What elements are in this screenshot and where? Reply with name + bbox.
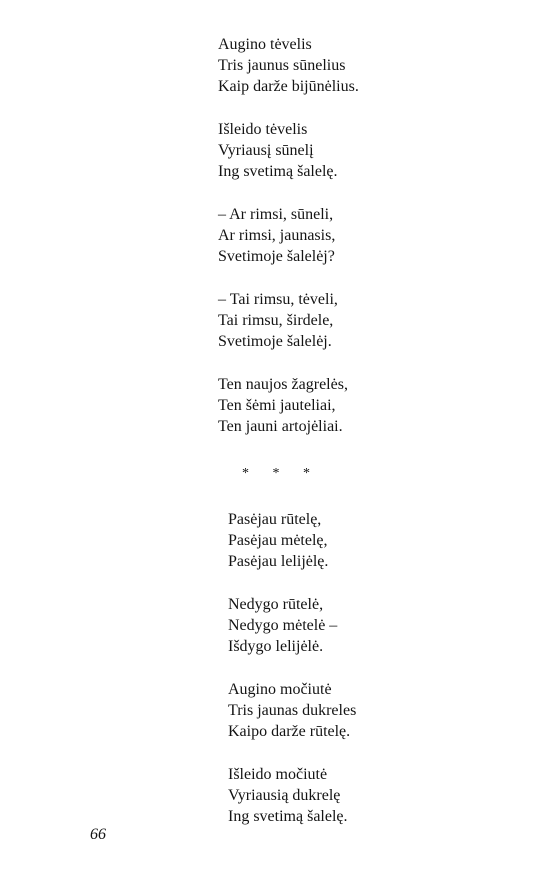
verse-line: Ten jauni artojėliai. [218, 418, 343, 435]
section-divider-asterisks: * * * [242, 466, 320, 481]
verse-line: Pasėjau rūtelę, [228, 511, 322, 528]
verse-line: Išleido močiutė [228, 766, 328, 783]
verse-line: Ten šėmi jauteliai, [218, 397, 336, 414]
poem-column [218, 34, 518, 849]
stanza [218, 764, 518, 827]
verse-line: Ing svetimą šalelę. [228, 808, 348, 825]
verse-line: – Ar rimsi, sūneli, [218, 206, 334, 223]
stanza [218, 119, 518, 182]
page-number: 66 [90, 826, 106, 843]
verse-line: Ar rimsi, jaunasis, [218, 227, 336, 244]
verse-line: Tai rimsu, širdele, [218, 312, 334, 329]
verse-line: Pasėjau lelijėlę. [228, 553, 329, 570]
stanza [218, 679, 518, 742]
verse-line: Svetimoje šalelėj. [218, 333, 332, 350]
stanza [218, 34, 518, 97]
verse-line: Kaipo darže rūtelę. [228, 723, 351, 740]
verse-line: Nedygo rūtelė, [228, 596, 324, 613]
verse-line: Tris jaunus sūnelius [218, 57, 346, 74]
verse-line: Išleido tėvelis [218, 121, 308, 138]
verse-line: Vyriausią dukrelę [228, 787, 341, 804]
verse-line: Kaip darže bijūnėlius. [218, 78, 359, 95]
poem-second [218, 509, 518, 827]
verse-line: Augino močiutė [228, 681, 332, 698]
stanza [218, 374, 518, 437]
verse-line: Ten naujos žagrelės, [218, 376, 348, 393]
verse-line: Pasėjau mėtelę, [228, 532, 328, 549]
verse-line: Tris jaunas dukreles [228, 702, 357, 719]
verse-line: Vyriausį sūnelį [218, 142, 314, 159]
verse-line: – Tai rimsu, tėveli, [218, 291, 338, 308]
stanza [218, 204, 518, 267]
verse-line: Augino tėvelis [218, 36, 312, 53]
verse-line: Svetimoje šalelėj? [218, 248, 335, 265]
verse-line: Išdygo lelijėlė. [228, 638, 324, 655]
stanza [218, 594, 518, 657]
poem-first [218, 34, 518, 437]
stanza [218, 509, 518, 572]
verse-line: Nedygo mėtelė – [228, 617, 338, 634]
verse-line: Ing svetimą šalelę. [218, 163, 338, 180]
stanza [218, 289, 518, 352]
